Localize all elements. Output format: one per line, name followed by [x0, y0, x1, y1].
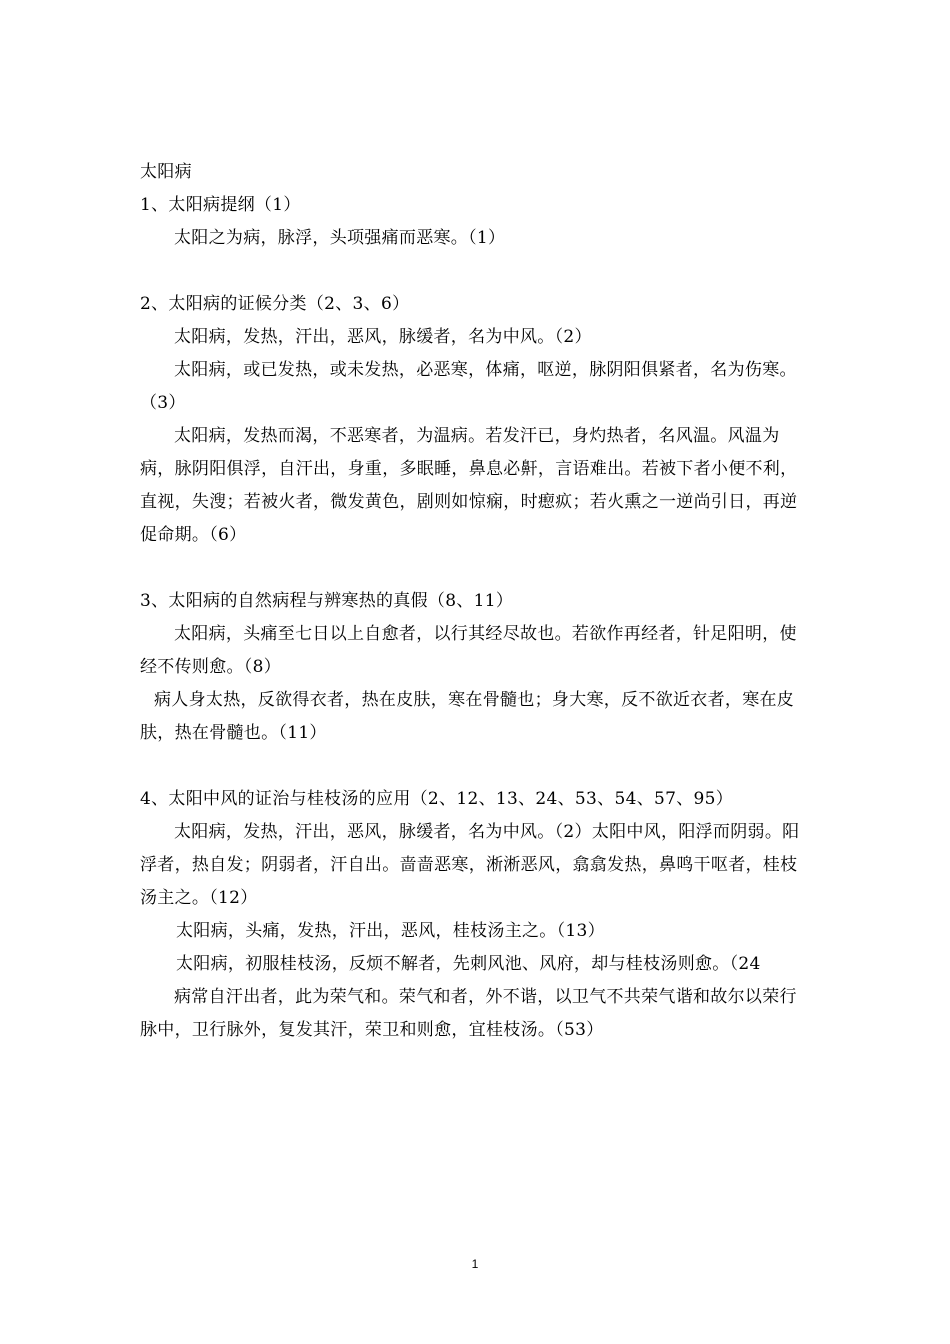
section-1-para-1: 太阳之为病，脉浮，头项强痛而恶寒。（1）: [174, 228, 506, 248]
section-4-para-3: 太阳病，初服桂枝汤，反烦不解者，先刺风池、风府，却与桂枝汤则愈。（24: [176, 954, 761, 974]
section-heading-1: 1、太阳病提纲（1）: [140, 195, 301, 215]
section-2-para-2: 太阳病，或已发热，或未发热，必恶寒，体痛，呕逆，脉阴阳俱紧者，名为伤寒。（3）: [140, 360, 797, 413]
document-title: 太阳病: [140, 162, 192, 182]
document-body: [140, 156, 812, 1047]
spacer: [140, 750, 812, 783]
section-3-para-2: 病人身太热，反欲得衣者，热在皮肤，寒在骨髓也；身大寒，反不欲近衣者，寒在皮肤，热在骨髓也。（11）: [140, 690, 795, 743]
section-2-para-3: 太阳病，发热而渴，不恶寒者，为温病。若发汗已，身灼热者，名风温。风温为病，脉阴阳俱浮，自汗出，身重，多眠睡，鼻息必鼾，言语难出。若被下者小便不利，直视，失溲；若被火者，微发黄色，剧则如惊痫，时瘛疭；若火熏之一逆尚引日，再逆促命期。（6）: [140, 426, 798, 545]
section-heading-2: 2、太阳病的证候分类（2、3、6）: [140, 294, 410, 314]
section-heading-4: 4、太阳中风的证治与桂枝汤的应用（2、12、13、24、53、54、57、95）: [140, 789, 734, 809]
section-4-para-2: 太阳病，头痛，发热，汗出，恶风，桂枝汤主之。（13）: [176, 921, 605, 941]
section-4-para-1: 太阳病，发热，汗出，恶风，脉缓者，名为中风。（2）太阳中风，阳浮而阴弱。阳浮者，热自发；阴弱者，汗自出。啬啬恶寒，淅淅恶风，翕翕发热，鼻鸣干呕者，桂枝汤主之。（12）: [140, 822, 800, 908]
spacer: [140, 255, 812, 288]
spacer: [140, 552, 812, 585]
section-4-para-4: 病常自汗出者，此为荣气和。荣气和者，外不谐，以卫气不共荣气谐和故尔以荣行脉中，卫行脉外，复发其汗，荣卫和则愈，宜桂枝汤。（53）: [140, 987, 797, 1040]
page-number: 1: [471, 1257, 479, 1271]
section-heading-3: 3、太阳病的自然病程与辨寒热的真假（8、11）: [140, 591, 514, 611]
section-3-para-1: 太阳病，头痛至七日以上自愈者，以行其经尽故也。若欲作再经者，针足阳明，使经不传则愈。（8）: [140, 624, 797, 677]
section-2-para-1: 太阳病，发热，汗出，恶风，脉缓者，名为中风。（2）: [174, 327, 592, 347]
